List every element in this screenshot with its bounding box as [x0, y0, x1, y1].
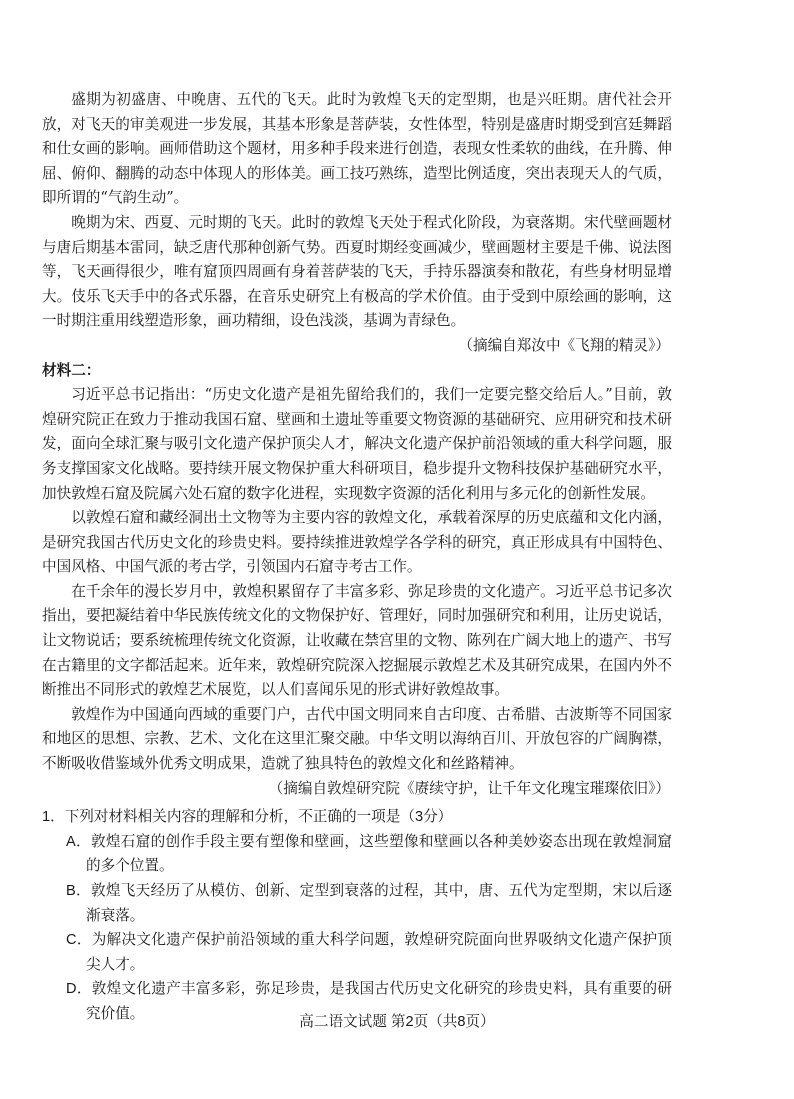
question-1-option-a: A．敦煌石窟的创作手段主要有塑像和壁画，这些塑像和壁画以各种美妙姿态出现在敦煌洞窟的多个位置。 — [66, 833, 672, 875]
paragraph-material2-1: 习近平总书记指出：“历史文化遗产是祖先留给我们的，我们一定要完整交给后人。”目前，敦煌研究院正在致力于推动我国石窟、壁画和土遗址等重要文物资源的基础研究、应用研究和技术研发，面向全球汇聚与吸引文化遗产保护顶尖人才，解决文化遗产保护前沿领域的重大科学问题，服务支撑国家文化战略。要持续开展文物保护重大科研项目，稳步提升文物科技保护基础研究水平，加快敦煌石窟及院属六处石窟的数字化进程，实现数字资源的活化利用与多元化的创新性发展。 — [42, 386, 672, 502]
question-1-option-c: C．为解决文化遗产保护前沿领域的重大科学问题，敦煌研究院面向世界吸纳文化遗产保护顶尖人才。 — [66, 932, 672, 973]
question-1-stem: 1．下列对材料相关内容的理解和分析，不正确的一项是（3分） — [42, 809, 453, 826]
question-1-option-d: D．敦煌文化遗产丰富多彩，弥足珍贵，是我国古代历史文化研究的珍贵史料，具有重要的研究价值。 — [66, 981, 672, 1022]
source-citation-1: （摘编自郑汝中《飞翔的精灵》） — [458, 336, 670, 354]
question-1-option-b: B．敦煌飞天经历了从模仿、创新、定型到衰落的过程，其中，唐、五代为定型期，宋以后逐渐衰落。 — [66, 883, 672, 924]
paragraph-material2-3: 在千余年的漫长岁月中，敦煌积累留存了丰富多彩、弥足珍贵的文化遗产。习近平总书记多次指出，要把凝结着中华民族传统文化的文物保护好、管理好，同时加强研究和利用，让历史说话，让文物说话；要系统梳理传统文化资源，让收藏在禁宫里的文物、陈列在广阔大地上的遗产、书写在古籍里的文字都活起来。近年来，敦煌研究院深入挖掘展示敦煌艺术及其研究成果，在国内外不断推出不同形式的敦煌艺术展览，以人们喜闻乐见的形式讲好敦煌故事。 — [42, 582, 672, 699]
material-2-heading: 材料二： — [42, 361, 101, 379]
paragraph-material2-4: 敦煌作为中国通向西域的重要门户，古代中国文明同来自古印度、古希腊、古波斯等不同国家和地区的思想、宗教、艺术、文化在这里汇聚交融。中华文明以海纳百川、开放包容的广阔胸襟，不断吸收借鉴域外优秀文明成果，造就了独具特色的敦煌文化和丝路精神。 — [42, 705, 672, 773]
paragraph-late-period: 晚期为宋、西夏、元时期的飞天。此时的敦煌飞天处于程式化阶段，为衰落期。宋代壁画题材与唐后期基本雷同，缺乏唐代那种创新气势。西夏时期经变画减少，壁画题材主要是千佛、说法图等，飞天画得很少，唯有窟顶四周画有身着菩萨装的飞天，手持乐器演奏和散花，有些身材明显增大。伎乐飞天手中的各式乐器，在音乐史研究上有极高的学术价值。由于受到中原绘画的影响，这一时期注重用线塑造形象，画功精细，设色浅淡，基调为青绿色。 — [42, 213, 672, 330]
page-footer: 高二语文试题 第2页（共8页） — [299, 1014, 495, 1030]
paragraph-material2-2: 以敦煌石窟和藏经洞出土文物等为主要内容的敦煌文化，承载着深厚的历史底蕴和文化内涵，是研究我国古代历史文化的珍贵史料。要持续推进敦煌学各学科的研究，真正形成具有中国特色、中国风格、中国气派的考古学，引领国内石窟寺考古工作。 — [42, 509, 672, 576]
exam-page — [42, 88, 672, 1027]
source-citation-2: （摘编自敦煌研究院《赓续守护，让千年文化瑰宝璀璨依旧》） — [268, 779, 670, 797]
paragraph-prosperous-period: 盛期为初盛唐、中晚唐、五代的飞天。此时为敦煌飞天的定型期，也是兴旺期。唐代社会开放，对飞天的审美观进一步发展，其基本形象是菩萨装，女性体型，特别是盛唐时期受到宫廷舞蹈和仕女画的影响。画师借助这个题材，用多种手段来进行创造，表现女性柔软的曲线，在升腾、伸屈、俯仰、翻腾的动态中体现人的形体美。画工技巧熟练，造型比例适度，突出表现天人的气质，即所谓的“气韵生动”。 — [42, 91, 672, 207]
